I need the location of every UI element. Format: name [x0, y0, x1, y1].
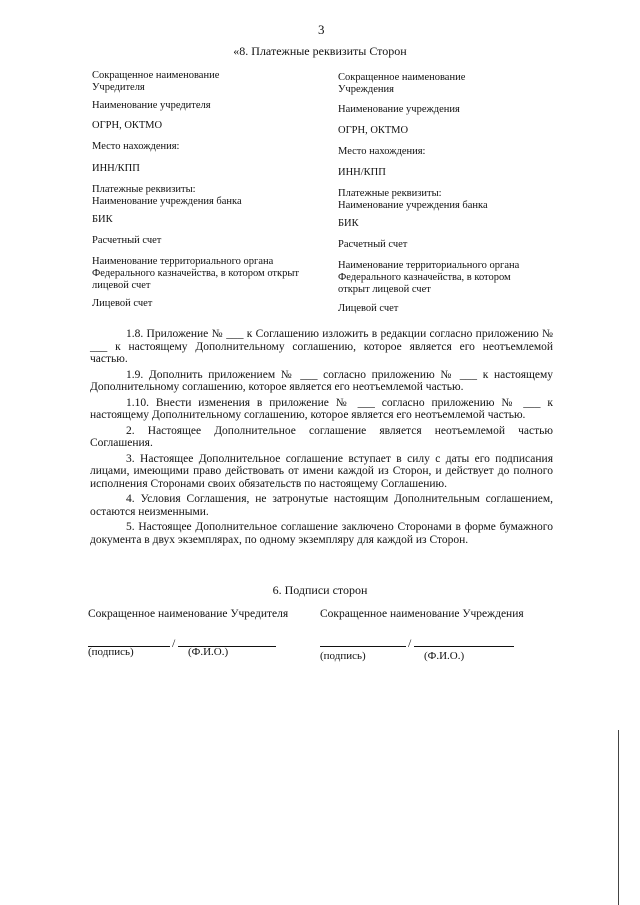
section-title-signatures: 6. Подписи сторон [272, 583, 368, 597]
requisite-item: БИК [92, 214, 113, 225]
requisite-item: Лицевой счет [92, 298, 153, 309]
requisite-item: ИНН/КПП [338, 167, 386, 178]
paragraph-1-10: 1.10. Внести изменения в приложение № ___ согласно приложению № ___ к настоящему Дополнительному соглашению, которое является его неотъемлемой частью. [90, 396, 553, 421]
signature-caption: (подпись) [320, 650, 366, 662]
scan-edge-line [618, 730, 619, 905]
requisite-item: Лицевой счет [338, 303, 399, 314]
signature-block-institution [320, 608, 570, 662]
page-number: 3 [318, 22, 325, 37]
requisite-item: Наименование территориального органа Федерального казначейства, в котором открыт лицевой счет [92, 256, 300, 291]
signature-org-name: Сокращенное наименование Учредителя [88, 608, 289, 620]
requisite-item: ОГРН, ОКТМО [338, 125, 409, 136]
name-caption: (Ф.И.О.) [188, 646, 229, 658]
requisite-item: Сокращенное наименование Учредителя [92, 70, 220, 93]
signature-slash: / [172, 636, 176, 650]
requisite-item: ОГРН, ОКТМО [92, 120, 163, 131]
signatures [0, 608, 640, 688]
requisite-item: Наименование учреждения [338, 104, 460, 115]
requisite-item: Платежные реквизиты: Наименование учреждения банка [92, 184, 242, 207]
requisite-item: Место нахождения: [338, 146, 426, 157]
requisite-item: Наименование территориального органа Федерального казначейства, в котором открыт лицевой счет [338, 260, 520, 295]
requisite-item: Расчетный счет [338, 239, 408, 250]
requisite-item: Сокращенное наименование Учреждения [338, 72, 466, 95]
paragraph-2: 2. Настоящее Дополнительное соглашение является неотъемлемой частью Соглашения. [90, 424, 553, 449]
name-line [414, 646, 514, 647]
section-title-payment-details: «8. Платежные реквизиты Сторон [233, 44, 407, 58]
requisites-column-institution [338, 70, 568, 320]
requisites-column-founder [92, 70, 322, 320]
requisite-item: Наименование учредителя [92, 100, 211, 111]
requisite-item: ИНН/КПП [92, 163, 140, 174]
paragraph-4: 4. Условия Соглашения, не затронутые настоящим Дополнительным соглашением, остаются неизменными. [90, 493, 553, 518]
signature-slash: / [408, 636, 412, 650]
signature-block-founder [88, 608, 338, 658]
requisites-table [0, 70, 640, 320]
name-caption: (Ф.И.О.) [424, 650, 465, 662]
requisite-item: БИК [338, 218, 359, 229]
signature-caption: (подпись) [88, 646, 134, 658]
requisite-item: Платежные реквизиты: Наименование учреждения банка [338, 188, 488, 211]
requisite-item: Место нахождения: [92, 141, 180, 152]
signature-org-name: Сокращенное наименование Учреждения [320, 608, 524, 620]
paragraph-3: 3. Настоящее Дополнительное соглашение вступает в силу с даты его подписания лицами, имеющими право действовать от имени каждой из Сторон, и действует до полного исполнения Сторонами своих обязательств по настоящему Соглашению. [90, 452, 553, 490]
requisite-item: Расчетный счет [92, 235, 162, 246]
paragraph-1-8: 1.8. Приложение № ___ к Соглашению изложить в редакции согласно приложению № ___ к настоящему Дополнительному соглашению, которое является его неотъемлемой частью. [90, 328, 553, 365]
agreement-paragraphs [90, 328, 553, 549]
paragraph-1-9: 1.9. Дополнить приложением № ___ согласно приложению № ___ к настоящему Дополнительному соглашению, которое является его неотъемлемой частью. [90, 368, 553, 393]
paragraph-5: 5. Настоящее Дополнительное соглашение заключено Сторонами в форме бумажного документа в двух экземплярах, по одному экземпляру для каждой из Сторон. [90, 521, 553, 546]
signature-line [320, 646, 406, 647]
